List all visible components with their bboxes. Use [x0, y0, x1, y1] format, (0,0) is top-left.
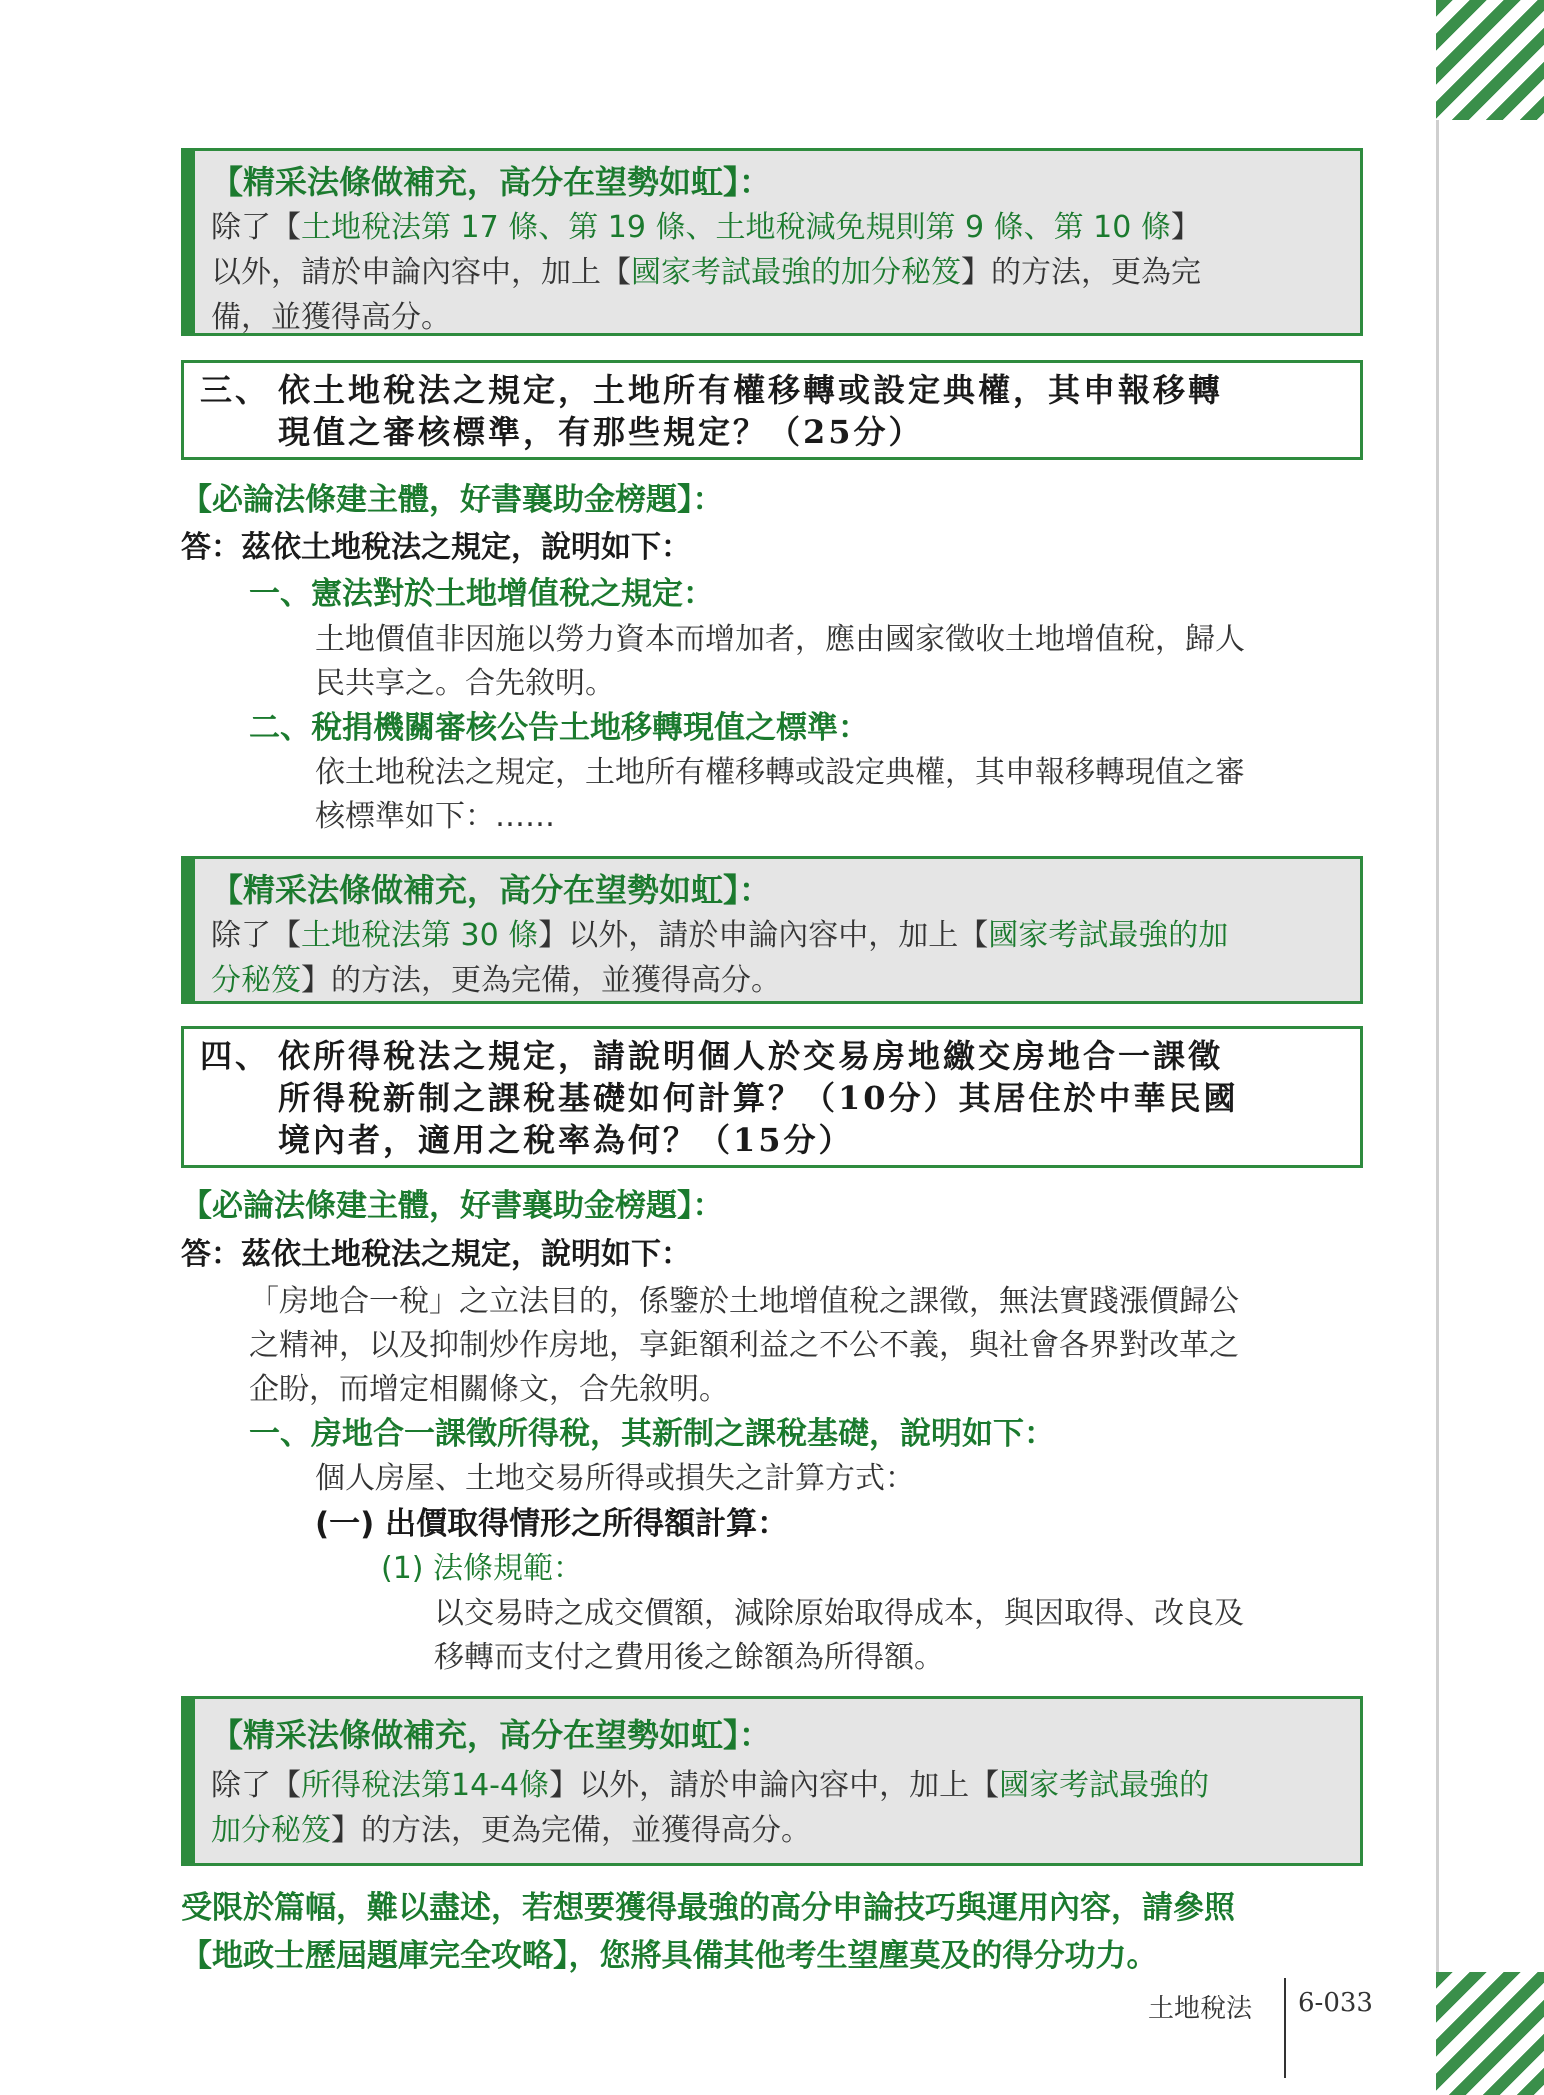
- question-4-box: [181, 1026, 1363, 1168]
- question-3-box: [181, 360, 1363, 460]
- supplement-text: 除了【土地稅法第 30 條】以外，請於申論內容中，加上【國家考試最強的加 分秘笈】的方法，更為完備，並獲得高分。: [211, 918, 1229, 998]
- answer-intro: 答：茲依土地稅法之規定，說明如下：: [181, 530, 691, 565]
- answer-paragraph: 民共享之。合先敘明。: [315, 666, 615, 701]
- answer-heading: 一、憲法對於土地增值稅之規定：: [249, 576, 714, 612]
- page-edge-line: [1436, 120, 1439, 1972]
- answer-heading: 一、房地合一課徵所得稅，其新制之課稅基礎，說明如下：: [249, 1416, 1055, 1452]
- question-text: 現值之審核標準，有那些規定？（25分）: [278, 413, 924, 451]
- answer-paragraph: 「房地合一稅」之立法目的，係鑒於土地增值稅之課徵，無法實踐漲價歸公: [249, 1284, 1239, 1319]
- answer-paragraph: 依土地稅法之規定，土地所有權移轉或設定典權，其申報移轉現值之審: [315, 755, 1245, 790]
- supplement-box-1: [181, 148, 1363, 336]
- answer-paragraph: 個人房屋、土地交易所得或損失之計算方式：: [315, 1461, 915, 1496]
- question-text: 所得稅新制之課稅基礎如何計算？（10分）其居住於中華民國: [278, 1079, 1239, 1117]
- answer-paragraph: 企盼，而增定相關條文，合先敘明。: [249, 1372, 729, 1407]
- decorative-stripe-top: [1436, 0, 1544, 120]
- answer-heading: 二、稅捐機關審核公告土地移轉現值之標準：: [249, 710, 869, 746]
- footer-chapter-title: 土地稅法: [1148, 1994, 1253, 2024]
- answer-intro: 答：茲依土地稅法之規定，說明如下：: [181, 1237, 691, 1272]
- closing-note: 受限於篇幅，難以盡述，若想要獲得最強的高分申論技巧與運用內容，請參照: [181, 1890, 1235, 1926]
- supplement-box-3: [181, 1696, 1363, 1866]
- question-text: 依所得稅法之規定，請說明個人於交易房地繳交房地合一課徵: [278, 1037, 1224, 1075]
- supplement-title: 【精采法條做補充，高分在望勢如虹】：: [211, 163, 772, 201]
- supplement-title: 【精采法條做補充，高分在望勢如虹】：: [211, 871, 772, 909]
- section-heading-must: 【必論法條建主體，好書襄助金榜題】：: [181, 482, 724, 518]
- question-text: 境內者，適用之稅率為何？（15分）: [278, 1121, 854, 1159]
- answer-paragraph: 以交易時之成交價額，減除原始取得成本，與因取得、改良及: [434, 1596, 1244, 1631]
- question-number: 三、: [200, 371, 271, 409]
- question-number: 四、: [200, 1037, 271, 1075]
- question-text: 依土地稅法之規定，土地所有權移轉或設定典權，其申報移轉: [278, 371, 1224, 409]
- footer-divider: [1284, 1978, 1286, 2078]
- answer-subheading: (一) 出價取得情形之所得額計算：: [315, 1506, 789, 1542]
- answer-paragraph: 核標準如下：……: [315, 799, 555, 834]
- decorative-stripe-bottom: [1436, 1972, 1544, 2095]
- answer-subsubheading: (1) 法條規範：: [381, 1551, 584, 1586]
- closing-note: 【地政士歷屆題庫完全攻略】，您將具備其他考生望塵莫及的得分功力。: [181, 1938, 1158, 1974]
- page-number: 6-033: [1298, 1988, 1373, 2018]
- answer-paragraph: 土地價值非因施以勞力資本而增加者，應由國家徵收土地增值稅，歸人: [315, 622, 1245, 657]
- supplement-text: 除了【所得稅法第14-4條】以外，請於申論內容中，加上【國家考試最強的 加分秘笈】的方法，更為完備，並獲得高分。: [211, 1768, 1210, 1848]
- answer-paragraph: 之精神，以及抑制炒作房地，享鉅額利益之不公不義，與社會各界對改革之: [249, 1328, 1239, 1363]
- supplement-box-2: [181, 856, 1363, 1004]
- section-heading-must: 【必論法條建主體，好書襄助金榜題】：: [181, 1188, 724, 1224]
- supplement-title: 【精采法條做補充，高分在望勢如虹】：: [211, 1716, 772, 1754]
- answer-paragraph: 移轉而支付之費用後之餘額為所得額。: [434, 1640, 944, 1675]
- supplement-text: 除了【土地稅法第 17 條、第 19 條、土地稅減免規則第 9 條、第 10 條】 以外，請於申論內容中，加上【國家考試最強的加分秘笈】的方法，更為完 備，並獲得高分。: [211, 210, 1201, 335]
